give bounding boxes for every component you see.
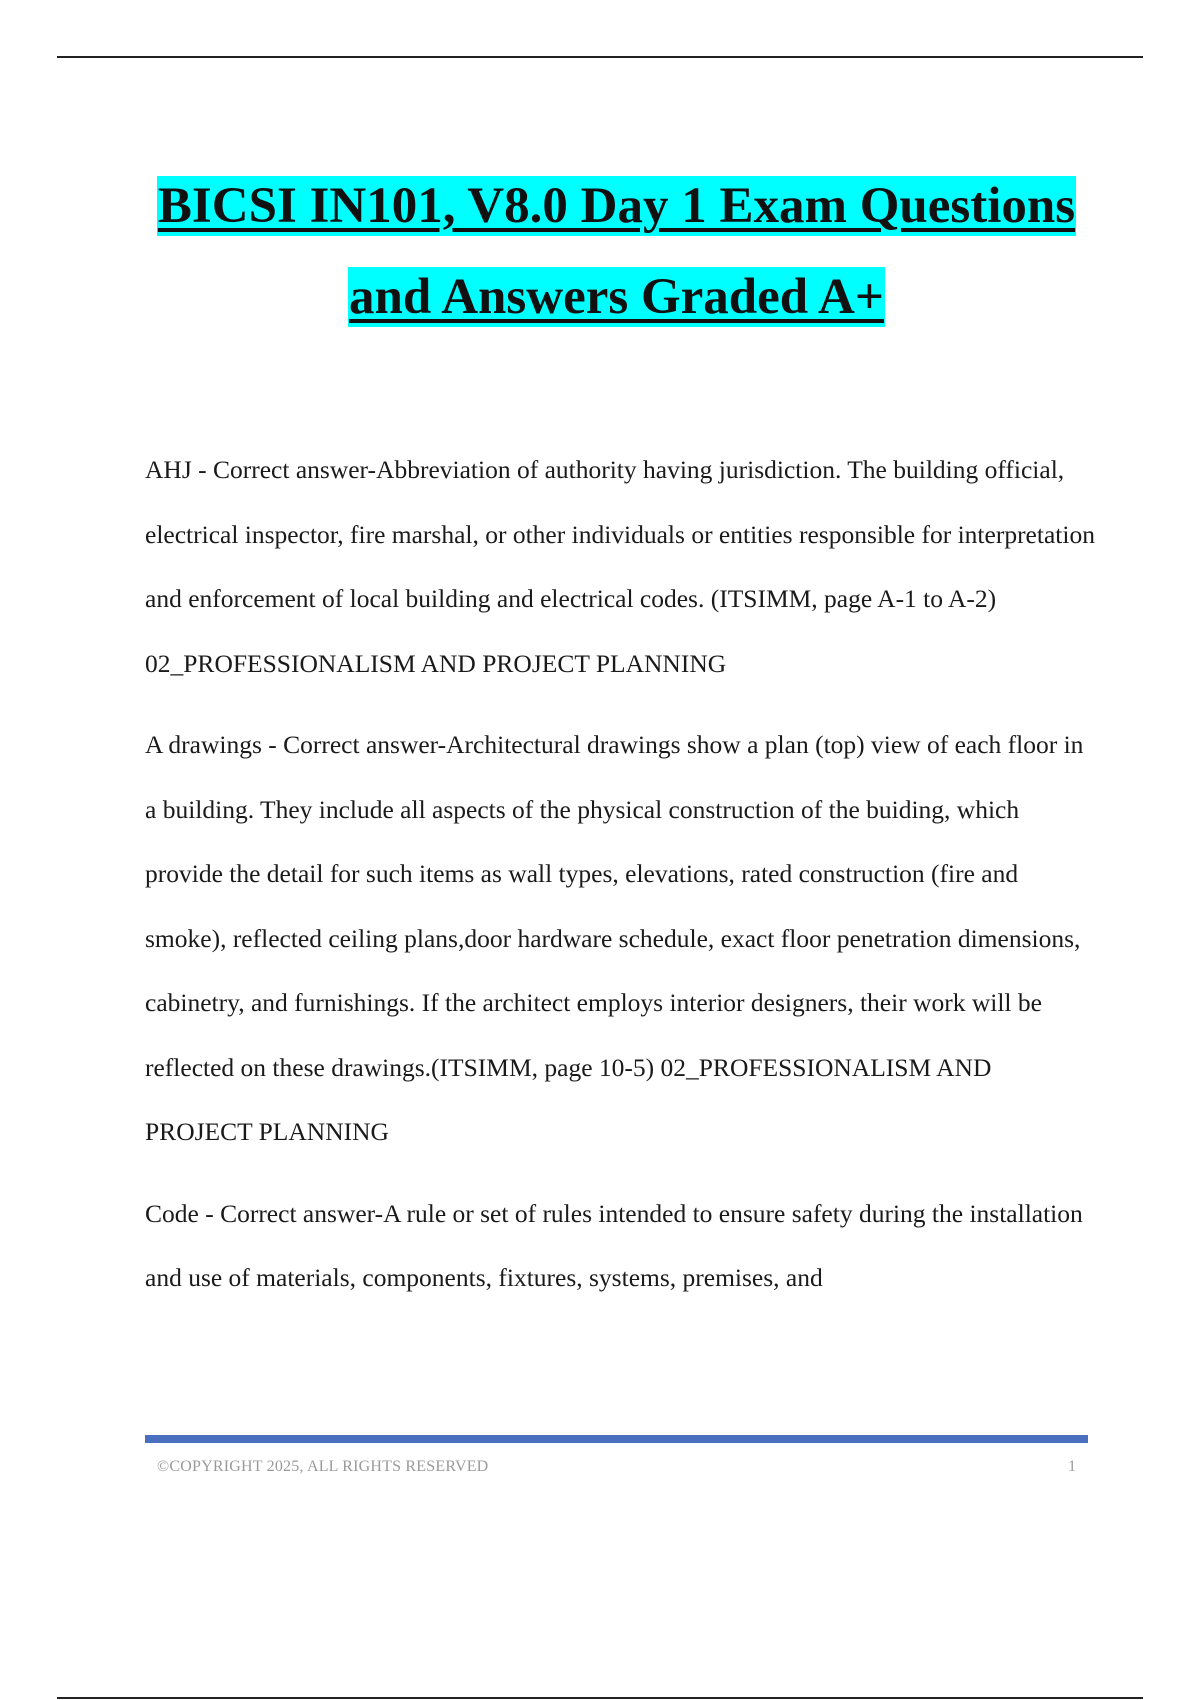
entry-a-drawings: A drawings - Correct answer-Architectural drawings show a plan (top) view of each floor in a building. They include all aspects of the physical construction of the buiding, which provide the detail for such items as wall types, elevations, rated construction (fire and smoke), reflected ceiling plans,door hardware schedule, exact floor penetration dimensions, cabinetry, and furnishings. If the architect employs interior designers, their work will be reflected on these drawings.(ITSIMM, page 10-5) 02_PROFESSIONALISM AND PROJECT PLANNING (145, 730, 1084, 1146)
title-line-1: BICSI IN101, V8.0 Day 1 Exam Questions (157, 178, 1076, 234)
entry-code: Code - Correct answer-A rule or set of rules intended to ensure safety during the installation and use of materials, components, fixtures, systems, premises, and (145, 1198, 1083, 1292)
document-title (145, 176, 1088, 327)
footer-copyright: ©COPYRIGHT 2025, ALL RIGHTS RESERVED (157, 1458, 489, 1475)
header-rule (57, 56, 1143, 58)
page-number: 1 (1068, 1458, 1076, 1475)
footer-bar (145, 1435, 1088, 1443)
document-body (145, 438, 1095, 1438)
bottom-rule (57, 1697, 1143, 1699)
title-line-2: and Answers Graded A+ (349, 269, 884, 325)
entry-ahj: AHJ - Correct answer-Abbreviation of authority having jurisdiction. The building official, electrical inspector, fire marshal, or other individuals or entities responsible for interpretation and enforcement of local building and electrical codes. (ITSIMM, page A-1 to A-2) 02_PROFESSIONALISM AND PROJECT PLANNING (145, 455, 1095, 678)
